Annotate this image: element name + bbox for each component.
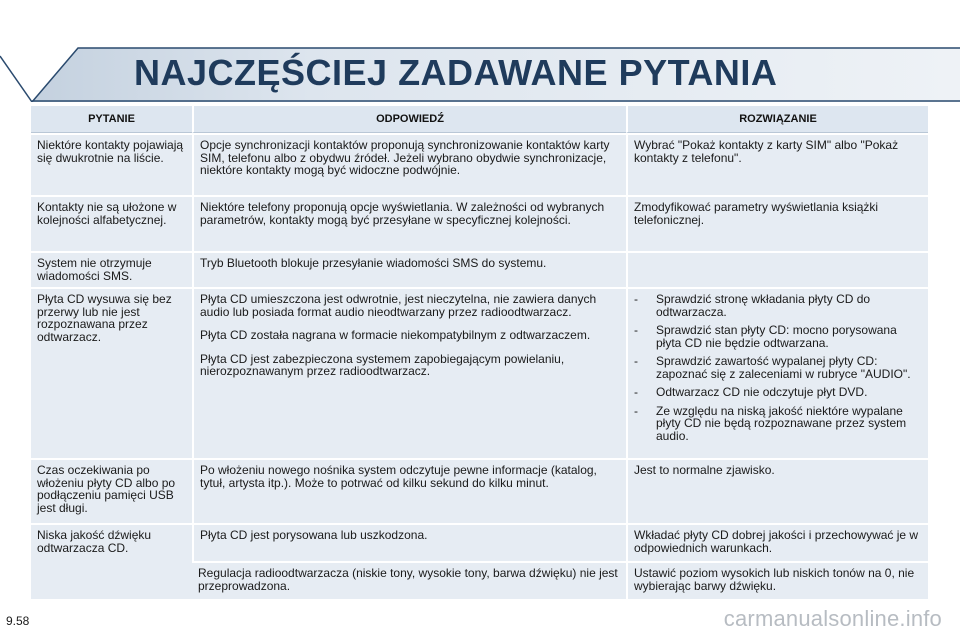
solution-item: - Sprawdzić zawartość wypalanej płyty CD: zapoznać się z zaleceniami w rubryce "AUDIO". (634, 355, 922, 380)
answer-cell: Regulacja radioodtwarzacza (niskie tony, wysokie tony, barwa dźwięku) nie jest przeprowadzona. (192, 561, 626, 599)
solution-cell: Wkładać płyty CD dobrej jakości i przechowywać je w odpowiednich warunkach. (626, 523, 928, 561)
page-number: 9.58 (6, 614, 30, 628)
table-header-row (31, 106, 928, 133)
answer-cell: Po włożeniu nowego nośnika system odczytuje pewne informacje (katalog, tytuł, artysta itp.). Może to potrwać od kilku sekund do kilku minut. (192, 458, 626, 523)
page-title: NAJCZĘŚCIEJ ZADAWANE PYTANIA (134, 52, 778, 93)
answer-cell (192, 287, 626, 458)
question-cell: Niektóre kontakty pojawiają się dwukrotnie na liście. (31, 133, 192, 195)
column-header-answer: ODPOWIEDŹ (192, 106, 626, 133)
solution-item: - Sprawdzić stan płyty CD: mocno porysowana płyta CD nie będzie odtwarzana. (634, 324, 922, 349)
question-cell: Płyta CD wysuwa się bez przerwy lub nie jest rozpoznawana przez odtwarzacz. (31, 287, 192, 458)
answer-cell: Niektóre telefony proponują opcje wyświetlania. W zależności od wybranych parametrów, kontakty mogą być przesyłane w specyficznej kolejności. (192, 195, 626, 251)
watermark-text: carmanualsonline.info (723, 606, 942, 631)
column-header-solution: ROZWIĄZANIE (626, 106, 928, 133)
solution-item: - Odtwarzacz CD nie odczytuje płyt DVD. (634, 386, 922, 399)
table-row (31, 195, 928, 251)
column-header-question: PYTANIE (31, 106, 192, 133)
question-cell: Czas oczekiwania po włożeniu płyty CD albo po podłączeniu pamięci USB jest długi. (31, 458, 192, 523)
table-row (31, 523, 928, 561)
answer-paragraph: Płyta CD jest zabezpieczona systemem zapobiegającym powielaniu, nierozpoznawanym przez radioodtwarzacz. (200, 351, 565, 378)
table-row (31, 251, 928, 287)
question-cell: Kontakty nie są ułożone w kolejności alfabetycznej. (31, 195, 192, 251)
question-cell: System nie otrzymuje wiadomości SMS. (31, 251, 192, 287)
solution-cell: Ustawić poziom wysokich lub niskich tonów na 0, nie wybierając barwy dźwięku. (626, 561, 928, 599)
solution-cell: Jest to normalne zjawisko. (626, 458, 928, 523)
table-row (31, 133, 928, 195)
answer-cell: Opcje synchronizacji kontaktów proponują synchronizowanie kontaktów karty SIM, telefonu albo z obydwu źródeł. Jeżeli wybrano obydwie synchronizacje, niektóre kontakty mogą być widoczne podwójnie. (192, 133, 626, 195)
solution-cell: Zmodyfikować parametry wyświetlania książki telefonicznej. (626, 195, 928, 251)
faq-table (31, 106, 928, 599)
table-row (31, 287, 928, 458)
answer-paragraph: Płyta CD umieszczona jest odwrotnie, jest nieczytelna, nie zawiera danych audio lub posiada format audio nieodtwarzany przez radioodtwarzacz. (200, 292, 597, 319)
question-cell: Niska jakość dźwięku odtwarzacza CD. (31, 523, 192, 599)
answer-paragraph: Płyta CD została nagrana w formacie niekompatybilnym z odtwarzaczem. (200, 328, 591, 342)
answer-cell: Płyta CD jest porysowana lub uszkodzona. (192, 523, 626, 561)
solution-cell (626, 287, 928, 458)
solution-item: - Sprawdzić stronę wkładania płyty CD do odtwarzacza. (634, 293, 922, 318)
answer-cell: Tryb Bluetooth blokuje przesyłanie wiadomości SMS do systemu. (192, 251, 626, 287)
solution-cell-empty (626, 251, 928, 287)
solution-list (634, 293, 922, 442)
table-row (31, 458, 928, 523)
solution-cell: Wybrać "Pokaż kontakty z karty SIM" albo "Pokaż kontakty z telefonu". (626, 133, 928, 195)
solution-item: - Ze względu na niską jakość niektóre wypalane płyty CD nie będą rozpoznawane przez system audio. (634, 405, 922, 443)
